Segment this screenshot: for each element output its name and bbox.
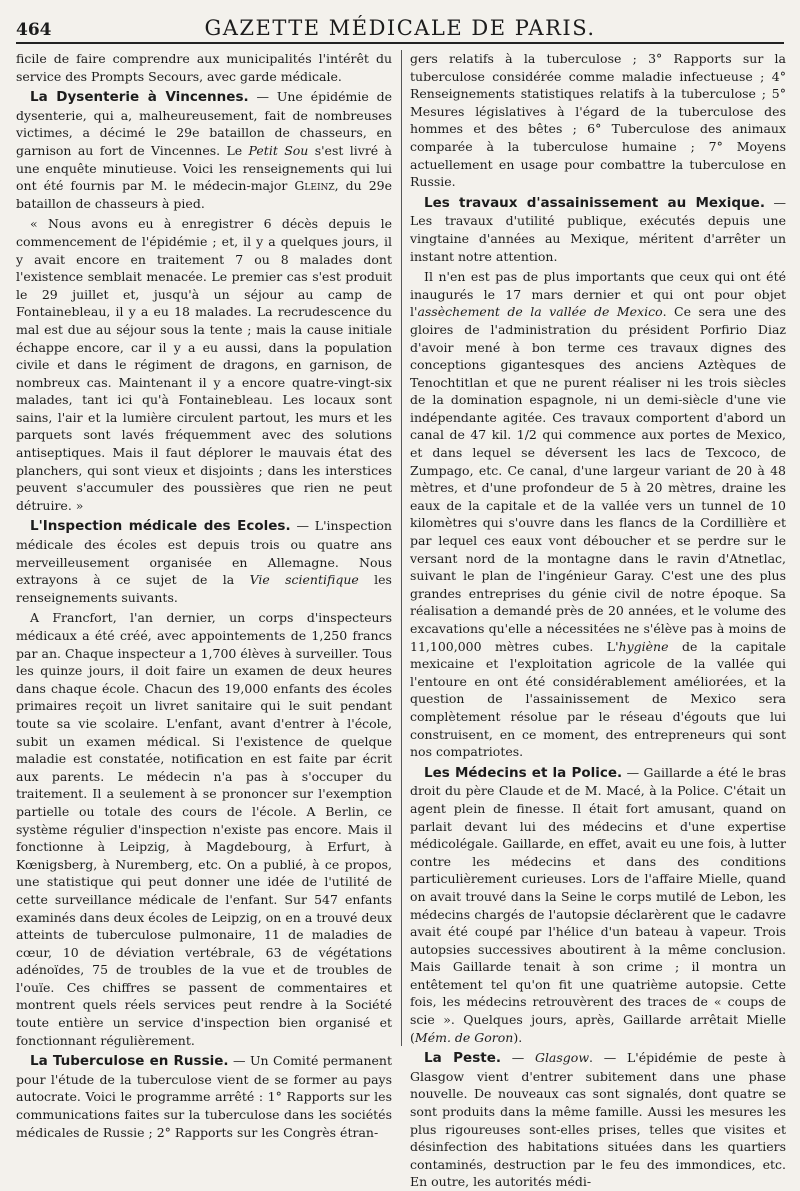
heading-mexique: Les travaux d'assainissement au Mexique. xyxy=(424,194,765,211)
intro-paragraph: ficile de faire comprendre aux municipalités l'intérêt du service des Prompts Secours, avec garde médicale. xyxy=(16,51,392,84)
doctor-name: Gleinz xyxy=(294,178,335,194)
source-citation: Mém. de Goron xyxy=(414,1029,514,1045)
body-text: — Une épidémie de dysenterie, qui a, malheureusement, fait de nombreuses victimes, a décimé le 29e bataillon de chasseurs, en garnison au fort de Vincennes. Le xyxy=(16,89,392,158)
body-text: s'est livré à une enquête minutieuse. Voici les renseignements qui lui ont été fournis par M. le médecin-major xyxy=(16,142,393,194)
quote-dysenterie: « Nous avons eu à enregistrer 6 décès depuis le commencement de l'épidémie ; et, il y a quelques jours, il y avait encore en traitement 7 ou 8 malades dont l'existence semblait menacée. Le premier cas s'est produit le 29 juillet et, jusqu'à un séjour au camp de Fontainebleau, il y a eu 18 malades. La recrudescence du mal est due au séjour sous la tente ; mais la cause initiale échappe encore, car il y a eu aussi, dans la population civile et dans le régiment de dragons, en garnison, de nombreux cas. Maintenant il y a encore quatre-vingt-six malades, tant ici qu'à Fontainebleau. Les locaux sont sains, l'air et la lumière circulent partout, les murs et les parquets sont lavés fréquemment avec des solutions antiseptiques. Mais il faut déplorer le mauvais état des planchers, qui sont vieux et disjoints ; dans les interstices peuvent s'accumuler des poussières que rien ne peut détruire. » xyxy=(16,216,392,513)
heading-medecins: Les Médecins et la Police. xyxy=(424,764,623,781)
body-text: Il n'en est pas de plus importants que ceux qui ont été inaugurés le 17 mars dernier et qui ont pour objet l' xyxy=(410,269,786,320)
heading-inspection: L'Inspection médicale des Ecoles. xyxy=(30,518,291,535)
article-mexique xyxy=(410,194,786,265)
heading-dysenterie: La Dysenterie à Vincennes. xyxy=(30,89,249,106)
running-title: GAZETTE MÉDICALE DE PARIS. xyxy=(204,16,596,40)
heading-peste: La Peste. xyxy=(424,1050,501,1067)
article-peste xyxy=(410,1049,786,1191)
heading-tuberculose: La Tuberculose en Russie. xyxy=(30,1053,229,1070)
italic-word: hygiène xyxy=(618,638,669,654)
column-divider xyxy=(401,50,402,1046)
body-text: — xyxy=(501,1050,535,1066)
left-column xyxy=(16,50,393,1140)
italic-phrase: assèchement de la vallée de Mexico xyxy=(417,304,663,320)
body-text: — Gaillarde a été le bras droit du père Claude et de M. Macé, à la Police. C'était un agent plein de finesse. Il était fort amusant, quand on parlait devant lui des médecins et d'une expertise médicolégale. Gaillarde, en effet, avait eu une fois, à lutter contre les médecins et dans des conditions particulièrement curieuses. Lors de l'affaire Mielle, quand on avait trouvé dans la Seine le corps mutilé de Lebon, les médecins chargés de l'autopsie déclarèrent que le cadavre avait été coupé par l'hélice d'un bateau à vapeur. Trois autopsies successives aboutirent à la même conclusion. Mais Gaillarde tenait à son crime ; il montra un entêtement tel qu'on fit une quatrième autopsie. Cette fois, les médecins retrouvèrent des traces de « coups de scie ». Quelques jours, après, Gaillarde arrêtait Mielle ( xyxy=(410,764,786,1045)
body-text: ). xyxy=(513,1029,523,1045)
page-number: 464 xyxy=(16,20,52,40)
article-inspection xyxy=(16,517,392,606)
paragraph-mexique xyxy=(410,268,786,761)
page-header xyxy=(16,14,784,44)
paragraph-inspection: A Francfort, l'an dernier, un corps d'inspecteurs médicaux a été créé, avec appointements de 1,250 francs par an. Chaque inspecteur a 1,700 élèves à surveiller. Tous les quinze jours, il doit faire un examen de deux heures dans chaque école. Chacun des 19,000 enfants des écoles primaires reçoit un livret sanitaire qui le suit pendant toute sa vie scolaire. L'enfant, avant d'entrer à l'école, subit un examen médical. Si l'existence de quelque maladie est constatée, notification en est faite par écrit aux parents. Le médecin n'a pas à s'occuper du traitement. Il a seulement à se prononcer sur l'exemption partielle ou totale des cours de l'école. A Berlin, ce système régulier d'inspection n'existe pas encore. Mais il fonctionne à Leipzig, à Magdebourg, à Erfurt, à Kœnigsberg, à Nuremberg, etc. On a publié, à ce propos, une statistique qui peut donner une idée de l'utilité de cette surveillance médicale de l'enfant. Sur 547 enfants examinés dans deux écoles de Leipzig, on en a trouvé deux atteints de tuberculose pulmonaire, 11 de maladies de cœur, 10 de déviation vertébrale, 63 de végétations adénoïdes, 75 de troubles de la vue et de troubles de l'ouïe. Ces chiffres se passent de commentaires et montrent quels réels services peut rendre à la Société toute entière un service d'inspection bien organisé et fonctionnant régulièrement. xyxy=(16,610,392,1048)
body-text: les renseignements suivants. xyxy=(16,572,392,605)
journal-name: Petit Sou xyxy=(248,142,309,158)
body-text: . — L'épidémie de peste à Glasgow vient d'entrer subitement dans une phase nouvelle. De nouveaux cas sont signalés, dont quatre se sont produits dans la même famille. Aussi les mesures les plus rigoureuses sont-elles prises, telles que visites et désinfection des habitations situées dans les quartiers contaminés, destruction par le feu des immondices, etc. En outre, les autorités médi- xyxy=(410,1050,786,1190)
body-text: . Ce sera une des gloires de l'administration du président Porfirio Diaz d'avoir mené à bon terme ces travaux dignes des conceptions gigantesques des anciens Aztèques de Tenochtitlan et que ne purent réaliser ni les trois siècles de la domination espagnole, ni un demi-siècle d'une vie indépendante agitée. Ces travaux comportent d'abord un canal de 47 kil. 1/2 qui commence aux portes de Mexico, et dans lequel se déversent les lacs de Texcoco, de Zumpago, etc. Ce canal, d'une largeur variant de 20 à 48 mètres, et d'une profondeur de 5 à 20 mètres, draine les eaux de la capitale et de la vallée vers un tunnel de 10 kilomètres qui s'ouvre dans les flancs de la Cordillière et par lequel ces eaux vont déboucher et se perdre sur le versant nord de la montagne dans le ravin d'Atnetlac, suivant le plan de l'ingénieur Garay. C'est une des plus grandes entreprises du génie civil de notre époque. Sa réalisation a demandé près de 20 années, et le volume des excavations qu'elle a nécessitées ne s'élève pas à moins de 11,100,000 mètres cubes. L' xyxy=(410,304,786,654)
article-medecins xyxy=(410,764,786,1047)
body-text: — Les travaux d'utilité publique, exécutés depuis une vingtaine d'années au Mexique, méritent d'arrêter un instant notre attention. xyxy=(410,194,786,264)
body-text: — Un Comité permanent pour l'étude de la tuberculose vient de se former au pays autocrate. Voici le programme arrêté : 1° Rapports sur les communications faites sur la tuberculose dans les sociétés médicales de Russie ; 2° Rapports sur les Congrès étran- xyxy=(16,1053,392,1140)
article-dysenterie xyxy=(16,88,392,212)
right-column xyxy=(410,50,786,1190)
body-text: , du 29e bataillon de chasseurs à pied. xyxy=(16,178,392,211)
journal-name: Vie scientifique xyxy=(249,572,359,588)
body-text: de la capitale mexicaine et l'exploitation agricole de la vallée qui l'entoure en ont été considérablement améliorées, et la question de l'assainissement de Mexico sera complètement résolue par le réseau d'égouts que lui construisent, en ce moment, des entrepreneurs qui sont nos compatriotes. xyxy=(410,638,786,760)
body-text: — L'inspection médicale des écoles est depuis trois ou quatre ans merveilleusement organisée en Allemagne. Nous extrayons à ce sujet de la xyxy=(16,518,392,588)
place-name: Glasgow xyxy=(534,1050,590,1066)
tuberculose-continued: gers relatifs à la tuberculose ; 3° Rapports sur la tuberculose considérée comme maladie infectueuse ; 4° Renseignements statistiques relatifs à la tuberculose ; 5° Mesures législatives à l'égard de la tuberculose des hommes et des bêtes ; 6° Tuberculose des animaux comparée à la tuberculose humaine ; 7° Moyens actuellement en usage pour combattre la tuberculose en Russie. xyxy=(410,51,786,190)
article-tuberculose xyxy=(16,1052,392,1141)
